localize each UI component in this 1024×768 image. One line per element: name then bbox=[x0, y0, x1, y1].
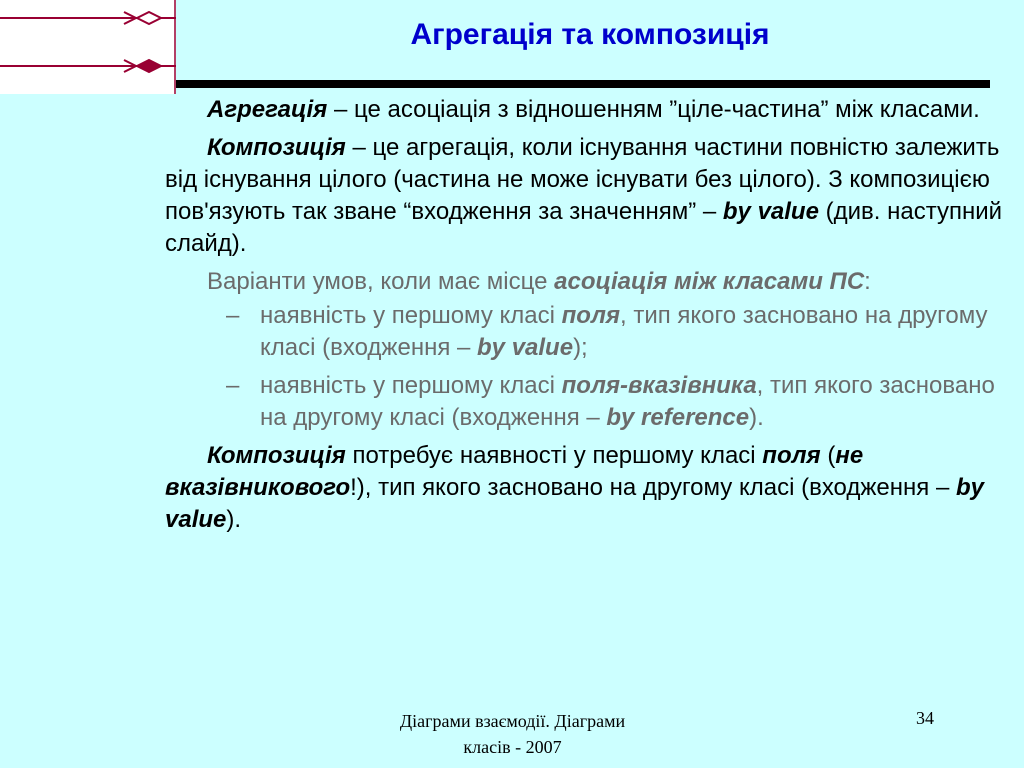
paragraph-text: !), тип якого засновано на другому класі (входження – bbox=[350, 474, 956, 501]
term-by-value: by value bbox=[722, 198, 819, 225]
list-item-text: наявність у першому класі bbox=[260, 372, 562, 399]
term-aggregation: Агрегація bbox=[207, 96, 328, 123]
slide-content bbox=[165, 94, 1010, 542]
term-by-value: by value bbox=[477, 334, 574, 361]
paragraph-text: ). bbox=[226, 506, 242, 533]
page-number: 34 bbox=[916, 708, 934, 728]
list-item-text: ). bbox=[749, 404, 764, 431]
paragraph-composition bbox=[165, 132, 1010, 260]
composition-line-filled-diamond-icon bbox=[0, 60, 176, 72]
paragraph-aggregation bbox=[165, 94, 1010, 126]
composition-definition: – це агрегація, коли існування частини повністю залежить від існування цілого (частина не може існувати без цілого). З композицією пов'язують так зване “входження за значенням” – bbox=[165, 134, 1000, 225]
paragraph-text: потребує наявності у першому класі bbox=[345, 442, 763, 469]
aggregation-line-hollow-diamond-icon bbox=[0, 12, 176, 24]
list-item-text: наявність у першому класі bbox=[260, 302, 562, 329]
term-pointer-field: поля-вказівника bbox=[561, 372, 757, 399]
list-dash: – bbox=[226, 372, 240, 399]
term-field: поля bbox=[561, 302, 621, 329]
conditions-intro bbox=[207, 266, 1010, 298]
aggregation-definition: – це асоціація з відношенням ”ціле-частина” між класами. bbox=[327, 96, 980, 123]
term-field: поля bbox=[762, 442, 821, 469]
term-not-pointer: не вказівникового bbox=[165, 442, 864, 501]
term-composition: Композиція bbox=[207, 442, 346, 469]
list-item bbox=[226, 300, 1010, 364]
footer-line-1: Діаграми взаємодії. Діаграми bbox=[399, 711, 626, 731]
list-item bbox=[226, 370, 1010, 434]
term-composition: Композиція bbox=[207, 134, 346, 161]
footer-line-2: класів - 2007 bbox=[463, 737, 562, 757]
conditions-intro-text: Варіанти умов, коли має місце bbox=[207, 268, 555, 295]
paragraph-composition-requirement bbox=[165, 440, 1010, 536]
uml-relations-graphic bbox=[0, 0, 176, 94]
list-item-text: , тип якого засновано на другому класі (входження – bbox=[260, 372, 995, 431]
term-by-reference: by reference bbox=[606, 404, 750, 431]
list-item-text: ); bbox=[573, 334, 588, 361]
term-association: асоціація між класами ПС bbox=[554, 268, 865, 295]
slide-title: Агрегація та композиція bbox=[410, 18, 770, 51]
title-rule bbox=[176, 80, 990, 88]
list-item-text: , тип якого засновано на другому класі (входження – bbox=[260, 302, 988, 361]
footer-caption bbox=[370, 708, 655, 760]
conditions-intro-colon: : bbox=[864, 268, 871, 295]
uml-relations-logo bbox=[0, 0, 176, 94]
list-dash: – bbox=[226, 302, 240, 329]
paragraph-text: ( bbox=[820, 442, 836, 469]
term-by-value: by value bbox=[165, 474, 984, 533]
composition-definition-tail: (див. наступний слайд). bbox=[165, 198, 1003, 257]
